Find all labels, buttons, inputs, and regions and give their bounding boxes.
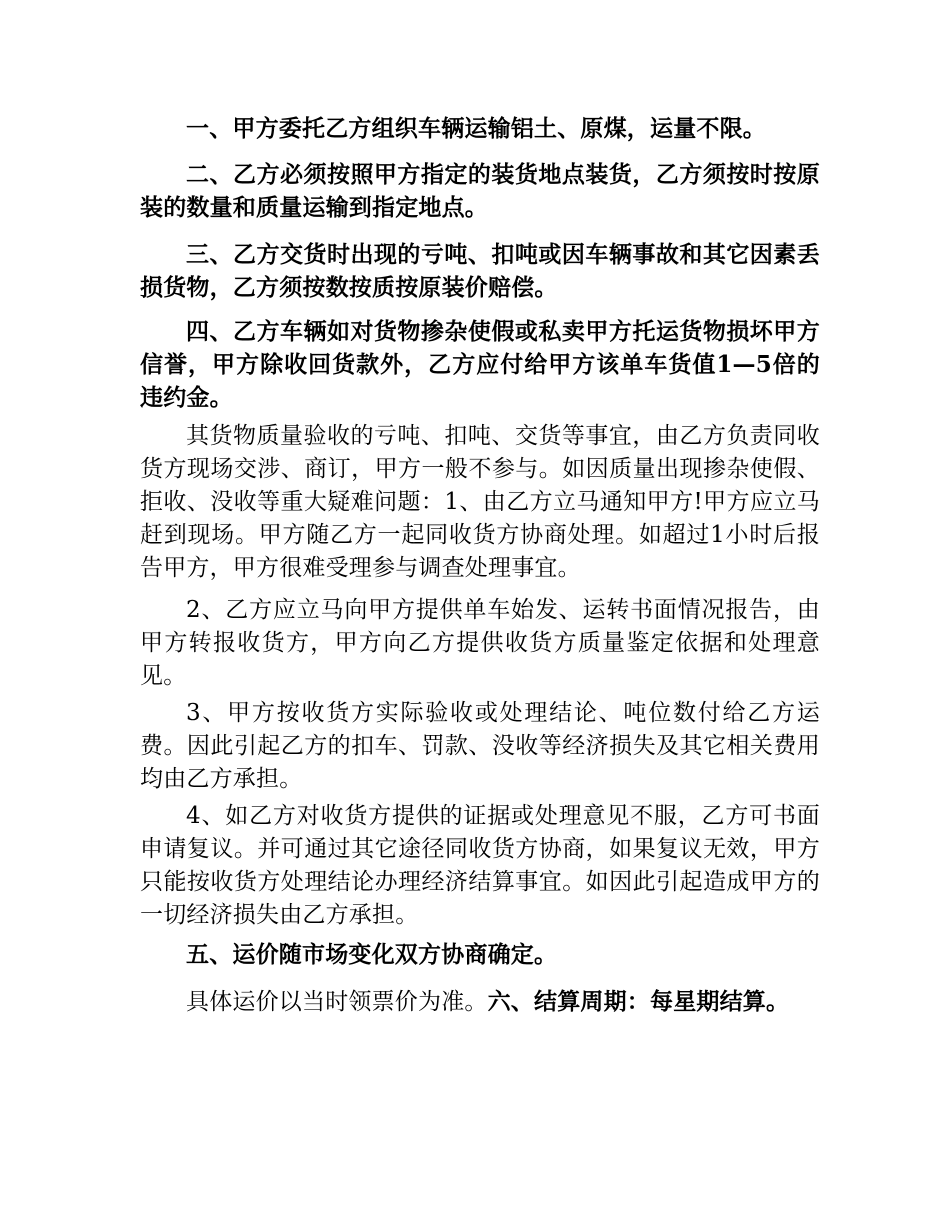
price-note: 具体运价以当时领票价为准。 [186, 989, 488, 1015]
clause-1: 一、甲方委托乙方组织车辆运输铝土、原煤，运量不限。 [186, 115, 766, 142]
price-and-settlement-line [140, 985, 840, 1019]
review-paragraph: 4、如乙方对收货方提供的证据或处理意见不服，乙方可书面申请复议。并可通过其它途径同收货方协商，如果复议无效，甲方只能按收货方处理结论办理经济结算事宜。如因此引起造成甲方的一切经济损失由乙方承担。 [140, 803, 820, 928]
clause-2: 二、乙方必须按照甲方指定的装货地点装货，乙方须按时按原装的数量和质量运输到指定地点。 [140, 161, 820, 221]
quality-inspection-paragraph: 其货物质量验收的亏吨、扣吨、交货等事宜，由乙方负责同收货方现场交涉、商订，甲方一般不参与。如因质量出现掺杂使假、拒收、没收等重大疑难问题：1、由乙方立马通知甲方!甲方应立马赶到现场。甲方随乙方一起同收货方协商处理。如超过1小时后报告甲方，甲方很难受理参与调查处理事宜。 [140, 423, 820, 581]
clause-5: 五、运价随市场变化双方协商确定。 [186, 941, 558, 968]
freight-payment-paragraph: 3、甲方按收货方实际验收或处理结论、吨位数付给乙方运费。因此引起乙方的扣车、罚款、没收等经济损失及其它相关费用均由乙方承担。 [140, 700, 820, 792]
clause-4: 四、乙方车辆如对货物掺杂使假或私卖甲方托运货物损坏甲方信誉，甲方除收回货款外，乙方应付给甲方该单车货值1—5倍的违约金。 [140, 318, 820, 411]
clause-6: 六、结算周期：每星期结算。 [487, 988, 790, 1015]
clause-3: 三、乙方交货时出现的亏吨、扣吨或因车辆事故和其它因素丢损货物，乙方须按数按质按原装价赔偿。 [140, 241, 820, 301]
report-paragraph: 2、乙方应立马向甲方提供单车始发、运转书面情况报告，由甲方转报收货方，甲方向乙方提供收货方质量鉴定依据和处理意见。 [140, 597, 820, 689]
